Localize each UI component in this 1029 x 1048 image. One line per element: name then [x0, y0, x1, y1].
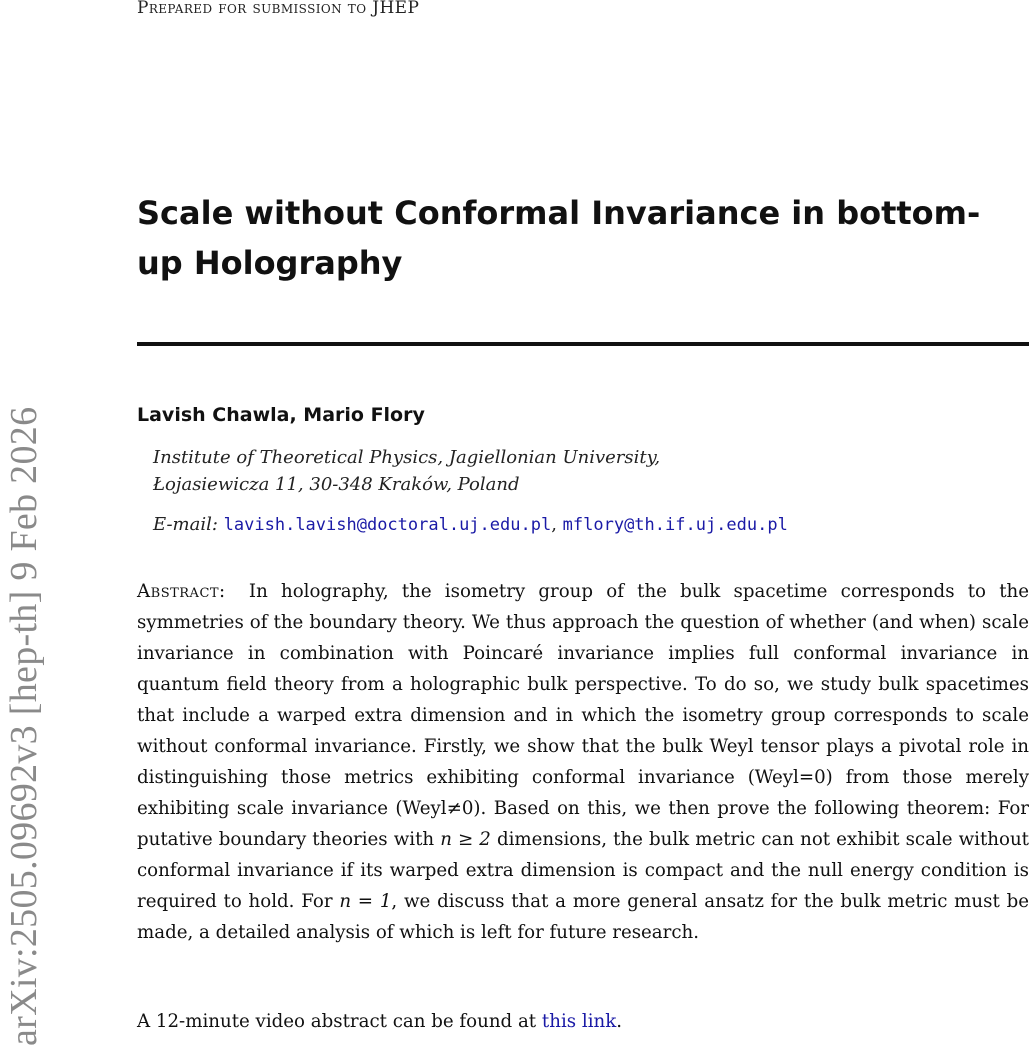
- journal-header: Prepared for submission to JHEP: [137, 0, 420, 18]
- email-label: E-mail:: [153, 514, 218, 535]
- video-period: .: [616, 1011, 623, 1032]
- affiliation: [153, 444, 853, 498]
- abstract-math-1: n ≥ 2: [440, 829, 491, 850]
- abstract-math-2: n = 1: [339, 891, 392, 912]
- affiliation-line-1: Institute of Theoretical Physics, Jagiellonian University,: [153, 447, 661, 468]
- email-line: [153, 514, 788, 535]
- paper-title: Scale without Conformal Invariance in bottom-up Holography: [137, 194, 981, 282]
- abstract: [137, 576, 1029, 948]
- video-abstract-line: [137, 1011, 622, 1032]
- abstract-heading: Abstract:: [137, 581, 226, 602]
- title-rule: [137, 342, 1029, 346]
- author-list: Lavish Chawla, Mario Flory: [137, 404, 425, 426]
- affiliation-line-2: Łojasiewicza 11, 30-348 Kraków, Poland: [153, 474, 520, 495]
- email-link-1[interactable]: lavish.lavish@doctoral.uj.edu.pl: [223, 515, 552, 535]
- abstract-text-2: dimensions, the bulk metric can not exhibit scale without conformal invariance if its warped extra dimension is compact and the null energy condition is required to hold. For: [137, 829, 1029, 912]
- abstract-text-3: , we discuss that a more general ansatz for the bulk metric must be made, a detailed analysis of which is left for future research.: [137, 891, 1029, 943]
- video-link[interactable]: this link: [541, 1011, 617, 1032]
- email-link-2[interactable]: mflory@th.if.uj.edu.pl: [562, 515, 788, 535]
- email-separator: ,: [551, 514, 557, 535]
- video-text: A 12-minute video abstract can be found at: [137, 1011, 537, 1032]
- arxiv-stamp: arXiv:2505.09692v3 [hep-th] 9 Feb 2026: [3, 406, 45, 1046]
- abstract-text-1: In holography, the isometry group of the bulk spacetime corresponds to the symmetries of the boundary theory. We thus approach the question of whether (and when) scale invariance in combination with Poincaré invariance implies full conformal invariance in quantum field theory from a holographic bulk perspective. To do so, we study bulk spacetimes that include a warped extra dimension and in which the isometry group corresponds to scale without conformal invariance. Firstly, we show that the bulk Weyl tensor plays a pivotal role in distinguishing those metrics exhibiting conformal invariance (Weyl=0) from those merely exhibiting scale invariance (Weyl≠0). Based on this, we then prove the following theorem: For putative boundary theories with: [137, 581, 1029, 850]
